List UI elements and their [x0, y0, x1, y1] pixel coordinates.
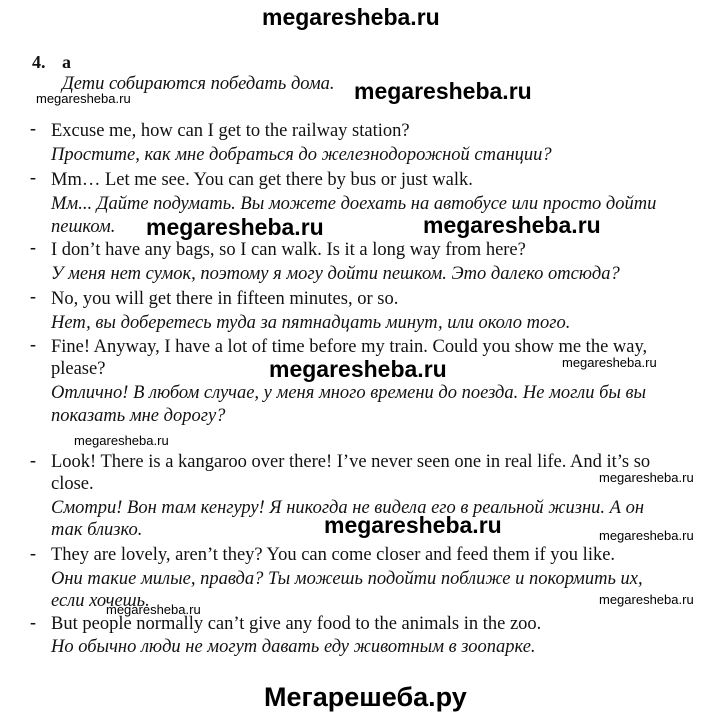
watermark-small: megaresheba.ru	[599, 528, 694, 543]
dialogue-ru: если хочешь.	[51, 591, 150, 611]
dialogue-ru: показать мне дорогу?	[51, 406, 226, 426]
dialogue-dash: -	[30, 286, 36, 306]
header-site-watermark: megaresheba.ru	[262, 4, 440, 30]
watermark-small: megaresheba.ru	[74, 433, 169, 448]
exercise-number: 4.	[32, 52, 46, 72]
watermark-large: megaresheba.ru	[324, 512, 502, 538]
dialogue-en: Look! There is a kangaroo over there! I’ve never seen one in real life. And it’s so	[51, 452, 651, 472]
dialogue-en: Fine! Anyway, I have a lot of time before my train. Could you show me the way,	[51, 337, 648, 357]
dialogue-dash: -	[30, 543, 36, 563]
dialogue-en: Excuse me, how can I get to the railway station?	[51, 121, 410, 141]
footer-brand: Мегарешеба.ру	[264, 682, 467, 712]
dialogue-ru: Отлично! В любом случае, у меня много времени до поезда. Не могли бы вы	[51, 383, 647, 403]
watermark-small: megaresheba.ru	[599, 470, 694, 485]
watermark-small: megaresheba.ru	[106, 602, 201, 617]
dialogue-ru: Мм... Дайте подумать. Вы можете доехать на автобусе или просто дойти	[51, 194, 657, 214]
dialogue-ru: так близко.	[51, 520, 143, 540]
dialogue-dash: -	[30, 237, 36, 257]
dialogue-dash: -	[30, 450, 36, 470]
dialogue-dash: -	[30, 334, 36, 354]
dialogue-ru: У меня нет сумок, поэтому я могу дойти пешком. Это далеко отсюда?	[51, 264, 620, 284]
watermark-small: megaresheba.ru	[36, 91, 131, 106]
dialogue-ru: Простите, как мне добраться до железнодорожной станции?	[51, 145, 552, 165]
watermark-small: megaresheba.ru	[599, 592, 694, 607]
dialogue-ru: пешком.	[51, 217, 116, 237]
dialogue-en: I don’t have any bags, so I can walk. Is it a long way from here?	[51, 240, 526, 260]
dialogue-ru: Они такие милые, правда? Ты можешь подойти поближе и покормить их,	[51, 569, 643, 589]
watermark-large: megaresheba.ru	[269, 356, 447, 382]
exercise-part: a	[62, 52, 71, 72]
dialogue-en: No, you will get there in fifteen minutes, or so.	[51, 289, 399, 309]
dialogue-dash: -	[30, 167, 36, 187]
dialogue-ru: Но обычно люди не могут давать еду животным в зоопарке.	[51, 637, 536, 657]
dialogue-en: Mm… Let me see. You can get there by bus or just walk.	[51, 170, 473, 190]
watermark-large: megaresheba.ru	[146, 214, 324, 240]
dialogue-dash: -	[30, 118, 36, 138]
dialogue-dash: -	[30, 612, 36, 632]
dialogue-en: please?	[51, 359, 106, 379]
dialogue-en: They are lovely, aren’t they? You can come closer and feed them if you like.	[51, 545, 616, 565]
watermark-large: megaresheba.ru	[423, 212, 601, 238]
dialogue-en: But people normally can’t give any food to the animals in the zoo.	[51, 614, 542, 634]
watermark-small: megaresheba.ru	[562, 355, 657, 370]
dialogue-en: close.	[51, 474, 94, 494]
watermark-large: megaresheba.ru	[354, 78, 532, 104]
dialogue-ru: Смотри! Вон там кенгуру! Я никогда не видела его в реальной жизни. А он	[51, 498, 645, 518]
dialogue-ru: Нет, вы доберетесь туда за пятнадцать минут, или около того.	[51, 313, 571, 333]
exercise-title: Дети собираются победать дома.	[62, 74, 335, 94]
